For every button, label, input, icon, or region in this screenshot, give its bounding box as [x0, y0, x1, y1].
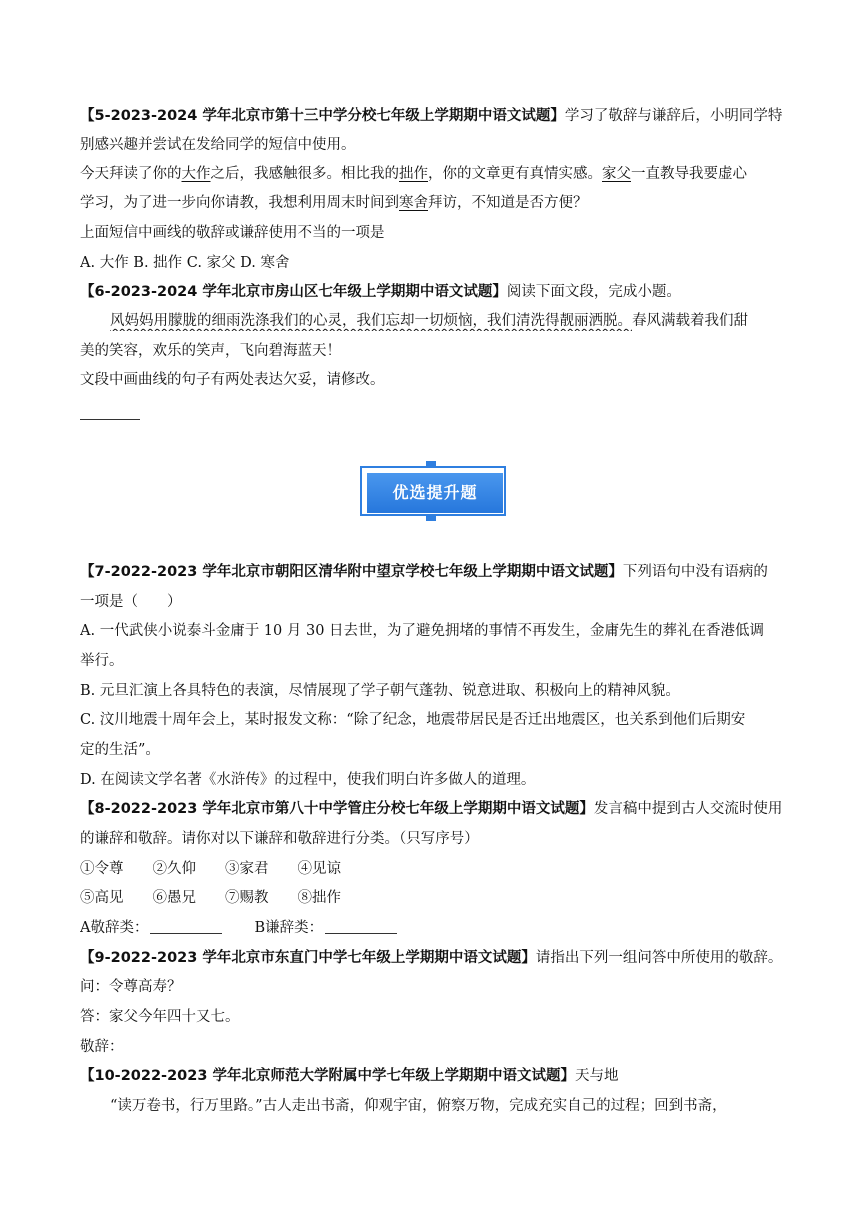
q10-tag: 【10-2022-2023 学年北京师范大学附属中学七年级上学期期中语文试题】: [80, 1068, 575, 1084]
section-banner: [360, 466, 510, 520]
q10-line1: 【10-2022-2023 学年北京师范大学附属中学七年级上学期期中语文试题】天与地: [80, 1068, 619, 1084]
q7-line2: 一项是（ ）: [80, 594, 182, 610]
q8-category-a: A敬辞类：: [80, 920, 149, 936]
q5-line2: 别感兴趣并尝试在发给同学的短信中使用。: [80, 137, 356, 153]
q9-ask: 问：令尊高寿？: [80, 979, 182, 995]
banner-label: 优选提升题: [367, 473, 503, 513]
q6-question: 文段中画曲线的句子有两处表达欠妥，请修改。: [80, 372, 385, 388]
q7-option-c: C. 汶川地震十周年会上，某时报发文称：“除了纪念，地震带居民是否迁出地震区，也关系到他们后期安: [80, 712, 746, 728]
underlined-word-jiafu: 家父: [602, 166, 631, 182]
q8-categories: [80, 918, 800, 938]
underlined-word-dazuo: 大作: [181, 166, 211, 182]
q7-option-a-cont: 举行。: [80, 653, 124, 669]
q9-label: 敬辞：: [80, 1039, 124, 1055]
q8-line2: 的谦辞和敬辞。请你对以下谦辞和敬辞进行分类。（只写序号）: [80, 831, 479, 847]
q8-line1: 【8-2022-2023 学年北京市第八十中学管庄分校七年级上学期期中语文试题】发言稿中提到古人交流时使用: [80, 801, 783, 817]
q5-tag: 【5-2023-2024 学年北京市第十三中学分校七年级上学期期中语文试题】: [80, 108, 565, 124]
wavy-underlined-sentence: 风妈妈用朦胧的细雨洗涤我们的心灵，我们忘却一切烦恼，我们清洗得靓丽洒脱。: [110, 313, 632, 329]
underlined-word-zhuozuo: 拙作: [399, 166, 428, 182]
q8-category-b: B谦辞类：: [254, 920, 324, 936]
q7-option-b: B. 元旦汇演上各具特色的表演，尽情展现了学子朝气蓬勃、锐意进取、积极向上的精神风貌。: [80, 683, 680, 699]
q6-passage-line1: 风妈妈用朦胧的细雨洗涤我们的心灵，我们忘却一切烦恼，我们清洗得靓丽洒脱。春风满载着我们甜: [110, 313, 748, 329]
q7-line1: 【7-2022-2023 学年北京市朝阳区清华附中望京学校七年级上学期期中语文试题】下列语句中没有语病的: [80, 564, 768, 580]
q7-option-a: A. 一代武侠小说泰斗金庸于 10 月 30 日去世，为了避免拥堵的事情不再发生，金庸先生的葬礼在香港低调: [80, 623, 765, 639]
q5-options: A. 大作 B. 拙作 C. 家父 D. 寒舍: [80, 255, 290, 271]
q8-tag: 【8-2022-2023 学年北京市第八十中学管庄分校七年级上学期期中语文试题】: [80, 801, 594, 817]
underlined-word-hanshe: 寒舍: [399, 195, 428, 211]
answer-line: [80, 419, 140, 420]
q8-items-row2: ⑤高见 ⑥愚兄 ⑦赐教 ⑧拙作: [80, 890, 341, 906]
q6-line1: 【6-2023-2024 学年北京市房山区七年级上学期期中语文试题】阅读下面文段，完成小题。: [80, 284, 681, 300]
q7-option-c-cont: 定的生活”。: [80, 742, 160, 758]
q7-tag: 【7-2022-2023 学年北京市朝阳区清华附中望京学校七年级上学期期中语文试题】: [80, 564, 623, 580]
blank-b: [325, 919, 397, 934]
q5-message-line1: 今天拜读了你的大作之后，我感触很多。相比我的拙作，你的文章更有真情实感。家父一直教导我要虚心: [80, 166, 747, 182]
q9-answer: 答：家父今年四十又七。: [80, 1009, 240, 1025]
q10-paragraph: “读万卷书，行万里路。”古人走出书斋，仰观宇宙，俯察万物，完成充实自己的过程；回到书斋，: [110, 1098, 727, 1114]
q5-question: 上面短信中画线的敬辞或谦辞使用不当的一项是: [80, 225, 385, 241]
q5-message-line2: 学习，为了进一步向你请教，我想利用周末时间到寒舍拜访，不知道是否方便？: [80, 195, 588, 211]
q7-option-d: D. 在阅读文学名著《水浒传》的过程中，使我们明白许多做人的道理。: [80, 772, 536, 788]
blank-a: [150, 919, 222, 934]
q9-tag: 【9-2022-2023 学年北京市东直门中学七年级上学期期中语文试题】: [80, 950, 536, 966]
q6-tag: 【6-2023-2024 学年北京市房山区七年级上学期期中语文试题】: [80, 284, 507, 300]
q6-passage-line2: 美的笑容，欢乐的笑声，飞向碧海蓝天！: [80, 343, 341, 359]
q9-line1: 【9-2022-2023 学年北京市东直门中学七年级上学期期中语文试题】请指出下列一组问答中所使用的敬辞。: [80, 950, 783, 966]
q5-line1: 【5-2023-2024 学年北京市第十三中学分校七年级上学期期中语文试题】学习了敬辞与谦辞后，小明同学特: [80, 108, 783, 124]
q8-items-row1: ①令尊 ②久仰 ③家君 ④见谅: [80, 861, 341, 877]
